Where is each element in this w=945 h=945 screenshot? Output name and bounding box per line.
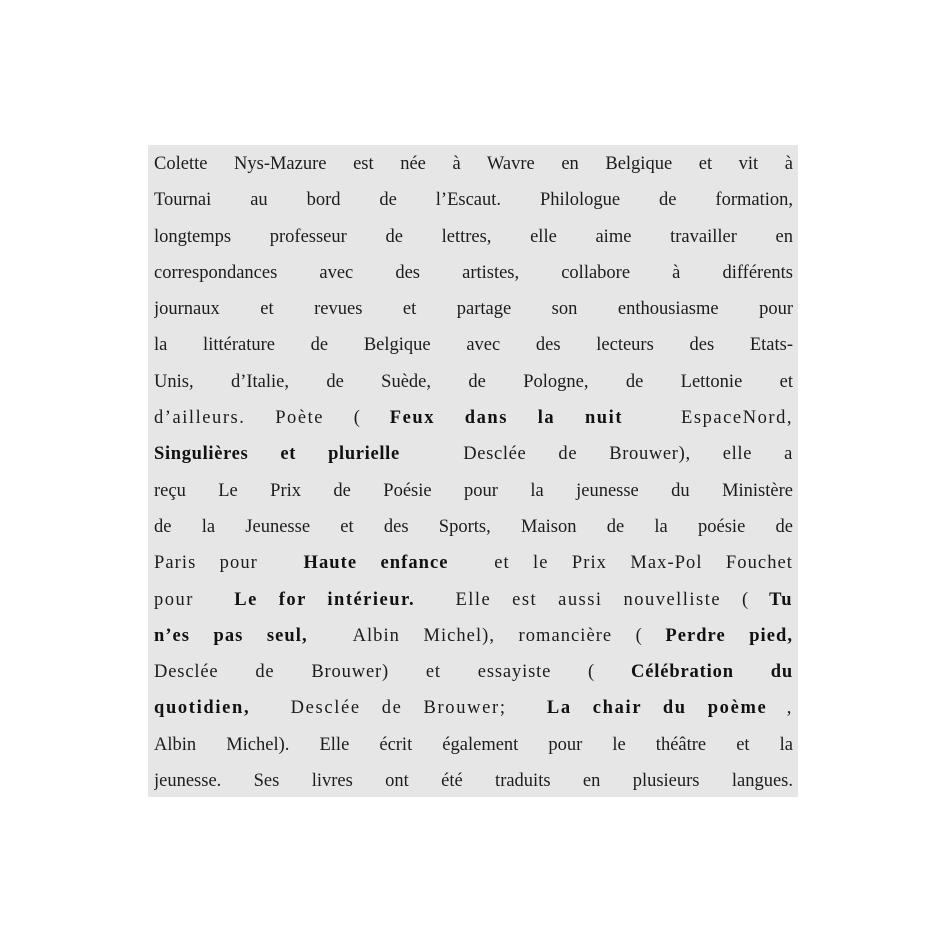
book-title: La chair du poème bbox=[546, 698, 768, 719]
text-line bbox=[154, 255, 793, 291]
text-run: Desclée de Brouwer; bbox=[269, 698, 528, 719]
text-line bbox=[154, 146, 793, 182]
text-run: la littérature de Belgique avec des lecteurs des Etats- bbox=[154, 335, 793, 356]
book-title: Perdre pied, bbox=[665, 625, 793, 646]
text-line bbox=[154, 364, 793, 400]
text-run: Unis, d’Italie, de Suède, de Pologne, de Lettonie et bbox=[154, 371, 793, 392]
text-run: d’ailleurs. Poète ( bbox=[154, 408, 362, 429]
text-line bbox=[154, 291, 793, 327]
book-title: Célébration du bbox=[631, 662, 793, 683]
book-title: Feux dans la nuit bbox=[389, 408, 624, 429]
text-line bbox=[154, 473, 793, 509]
book-title: Tu bbox=[769, 589, 793, 610]
text-run: longtemps professeur de lettres, elle aime travailler en bbox=[154, 226, 793, 247]
text-run: Desclée de Brouwer), elle a bbox=[431, 444, 793, 465]
text-line bbox=[154, 582, 793, 618]
text-line bbox=[154, 763, 793, 799]
text-run: Desclée de Brouwer) et essayiste ( bbox=[154, 662, 596, 683]
text-line bbox=[154, 219, 793, 255]
text-run: jeunesse. Ses livres ont été traduits en plusieurs langues. bbox=[154, 771, 793, 792]
text-line bbox=[154, 509, 793, 545]
text-line bbox=[154, 690, 793, 726]
text-run: , bbox=[786, 698, 793, 719]
text-run: Elle est aussi nouvelliste ( bbox=[434, 589, 750, 610]
text-run: et le Prix Max-Pol Fouchet bbox=[470, 553, 793, 574]
text-run: correspondances avec des artistes, collabore à différents bbox=[154, 262, 793, 283]
text-run: Tournai au bord de l’Escaut. Philologue de formation, bbox=[154, 190, 793, 211]
biography-text-block bbox=[148, 145, 798, 797]
text-run: Albin Michel). Elle écrit également pour le théâtre et la bbox=[154, 734, 793, 755]
text-line bbox=[154, 327, 793, 363]
text-run: EspaceNord, bbox=[651, 408, 793, 429]
text-line bbox=[154, 545, 793, 581]
text-run: de la Jeunesse et des Sports, Maison de la poésie de bbox=[154, 516, 793, 537]
text-run: Paris pour bbox=[154, 553, 282, 574]
text-line bbox=[154, 654, 793, 690]
text-run: pour bbox=[154, 589, 215, 610]
book-title: Le for intérieur. bbox=[234, 589, 416, 610]
book-title: Haute enfance bbox=[303, 553, 449, 574]
book-title: quotidien, bbox=[154, 698, 251, 719]
text-run: journaux et revues et partage son enthousiasme pour bbox=[154, 299, 793, 320]
book-title: Singulières et plurielle bbox=[154, 444, 400, 465]
text-line bbox=[154, 182, 793, 218]
book-title: n’es pas seul, bbox=[154, 625, 308, 646]
text-run: reçu Le Prix de Poésie pour la jeunesse du Ministère bbox=[154, 480, 793, 501]
text-line bbox=[154, 400, 793, 436]
text-run: Colette Nys-Mazure est née à Wavre en Belgique et vit à bbox=[154, 154, 793, 174]
text-run: Albin Michel), romancière ( bbox=[330, 625, 643, 646]
text-line bbox=[154, 436, 793, 472]
text-line bbox=[154, 618, 793, 654]
text-line bbox=[154, 727, 793, 763]
